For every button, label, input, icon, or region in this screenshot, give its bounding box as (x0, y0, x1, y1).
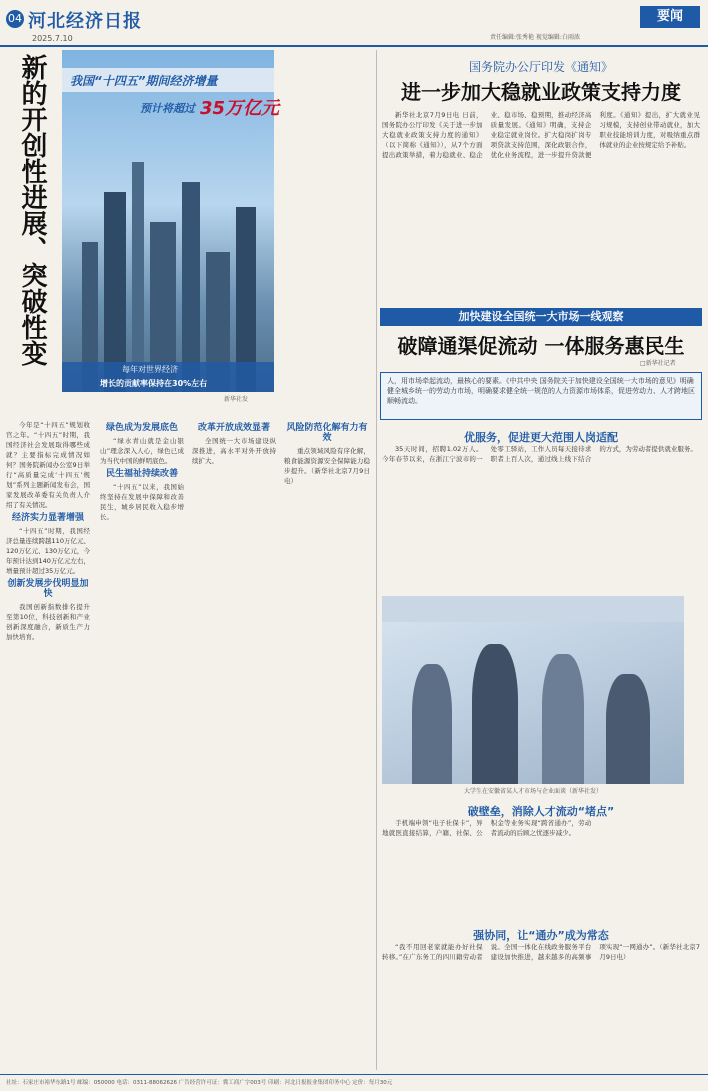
top-article-body (382, 110, 700, 298)
article-paragraph: “绿水青山就是金山银山”理念深入人心，绿色已成为当代中国的鲜明底色。 (100, 437, 184, 465)
left-article-col-2 (100, 420, 184, 1070)
article-paragraph: 手机端申领“电子社保卡”，异地就医直接结算，户籍、社保、公积金等业务实现“跨省通办”，劳动者流动的后顾之忧逐步减少。 (382, 819, 592, 837)
article-subhead: 改革开放成效显著 (197, 423, 270, 433)
photo-caption: 大学生在安徽省某人才市场与企业面谈（新华社发） (463, 788, 602, 795)
column-divider (376, 50, 377, 1070)
article-subhead: 经济实力显著增强 (11, 513, 84, 523)
article-subhead: 风险防范化解有力有效 (286, 423, 368, 443)
mid-article-section-2 (382, 818, 700, 918)
mid-article-section-3 (382, 942, 700, 1068)
article-paragraph: “我不用回老家就能办好社保转移。”在广东务工的四川籍劳动者说。全国一体化在线政务服务平台建设加快推进，越来越多的高频事项实现“一网通办”。（新华社北京7月9日电） (382, 943, 700, 961)
mid-article-section-1 (382, 444, 700, 592)
news-photo (382, 596, 684, 784)
hero-caption-2: 增长的贡献率保持在30%左右 (100, 379, 208, 388)
issue-date: 2025.7.10 (32, 34, 73, 43)
article-paragraph: 全国统一大市场建设纵深推进，高水平对外开放持续扩大。 (192, 437, 276, 465)
skyline-tower (132, 162, 144, 392)
photo-person (606, 674, 650, 784)
hero-figure: 35万亿元 (200, 98, 280, 119)
header-rule (0, 45, 708, 47)
top-kicker: 国务院办公厅印发《通知》 (468, 60, 613, 74)
mid-headline: 破障通渠促流动 一体服务惠民生 (397, 334, 685, 358)
section-label: 要闻 (640, 6, 700, 28)
mid-lead-box: 人，用市场牵起流动，最核心的要素。《中共中央 国务院关于加快建设全国统一大市场的意见》明确健全城乡统一的劳动力市场，明确要求健全统一规范的人力资源市场体系，促进劳动力、人才跨地区顺畅流动。 (380, 372, 702, 420)
article-paragraph: 今年是“十四五”规划收官之年。“十四五”时期，我国经济社会发展取得哪些成就？主要指标完成情况如何？国务院新闻办公室9日举行“高质量完成‘十四五’规划”系列主题新闻发布会，国家发展改革委有关负责人介绍了有关情况。 (6, 421, 90, 509)
hero-line-2: 预计将超过 (140, 102, 195, 115)
skyline-building (182, 182, 200, 392)
page-number: 04 (6, 10, 24, 28)
footer-rule (0, 1074, 708, 1075)
left-article-col-3 (192, 420, 276, 1070)
series-banner: 加快建设全国统一大市场一线观察 (380, 308, 702, 326)
hero-line-1: 我国“十四五”期间经济增量 (70, 74, 218, 88)
photo-person (472, 644, 518, 784)
photo-person (412, 664, 452, 784)
article-paragraph: 重点领域风险有序化解，粮食能源资源安全保障能力稳步提升。（新华社北京7月9日电） (284, 447, 370, 485)
left-article-col-1 (6, 420, 90, 1070)
mid-subhead-2: 破壁垒，消除人才流动“堵点” (467, 805, 615, 818)
photo-person (542, 654, 584, 784)
hero-caption-1: 每年对世界经济 (122, 365, 178, 374)
left-headline: 新的开创性进展、突破性变 (17, 54, 47, 366)
article-paragraph: 我国创新指数排名提升至第10位，科技创新和产业创新深度融合，新质生产力加快培育。 (6, 603, 90, 641)
mid-subhead-3: 强协同，让“通办”成为常态 (473, 929, 609, 942)
paper-logo: 河北经济日报 (28, 11, 142, 32)
masthead (0, 0, 708, 50)
photo-backdrop-sign (382, 596, 684, 622)
article-subhead: 民生福祉持续改善 (105, 469, 178, 479)
top-headline: 进一步加大稳就业政策支持力度 (401, 80, 681, 104)
left-article-col-4 (284, 420, 370, 1070)
hero-credit: 新华社发 (224, 396, 249, 403)
mid-subhead-1: 优服务，促进更大范围人岗适配 (464, 431, 618, 444)
article-subhead: 绿色成为发展底色 (105, 423, 178, 433)
article-subhead: 创新发展步伐明显加快 (7, 579, 89, 599)
article-paragraph: 35天时间，招聘1.02万人。今年春节以来，在浙江宁波市的一处零工驿站，工作人员每天接待求职者上百人次，通过线上线下结合的方式，为劳动者提供就业服务。 (382, 445, 697, 463)
footer-info: 社址：石家庄市裕华东路1号 邮编：050000 电话：0311-88062626 广告经营许可证：冀工商广字003号 印刷：河北日报报业集团印务中心 定价：每月30元 (6, 1080, 393, 1086)
article-paragraph: 新华社北京7月9日电 日前，国务院办公厅印发《关于进一步加大稳就业政策支持力度的通知》（以下简称《通知》），从7个方面提出政策举措，着力稳就业、稳企业、稳市场、稳预期，推动经济高质量发展。《通知》明确，支持企业稳定就业岗位。扩大稳岗扩岗专项贷款支持范围，深化政银合作，优化业务流程，进一步提升贷款便利度。《通知》提出，扩大就业见习规模，支持创业带动就业，加大职业技能培训力度，对吸纳重点群体就业的企业按规定给予补贴。 (382, 111, 700, 159)
article-paragraph: “十四五”以来，我国始终坚持在发展中保障和改善民生，城乡居民收入稳步增长。 (100, 483, 184, 521)
editor-credits: 责任编辑:张秀艳 视觉编辑:白雨浓 (490, 34, 580, 41)
article-paragraph: “十四五”时期，我国经济总量连续跨越110万亿元、120万亿元、130万亿元，今年预计达到140万亿元左右，增量预计超过35万亿元。 (6, 527, 90, 575)
mid-byline: □新华社记者 (640, 360, 676, 367)
